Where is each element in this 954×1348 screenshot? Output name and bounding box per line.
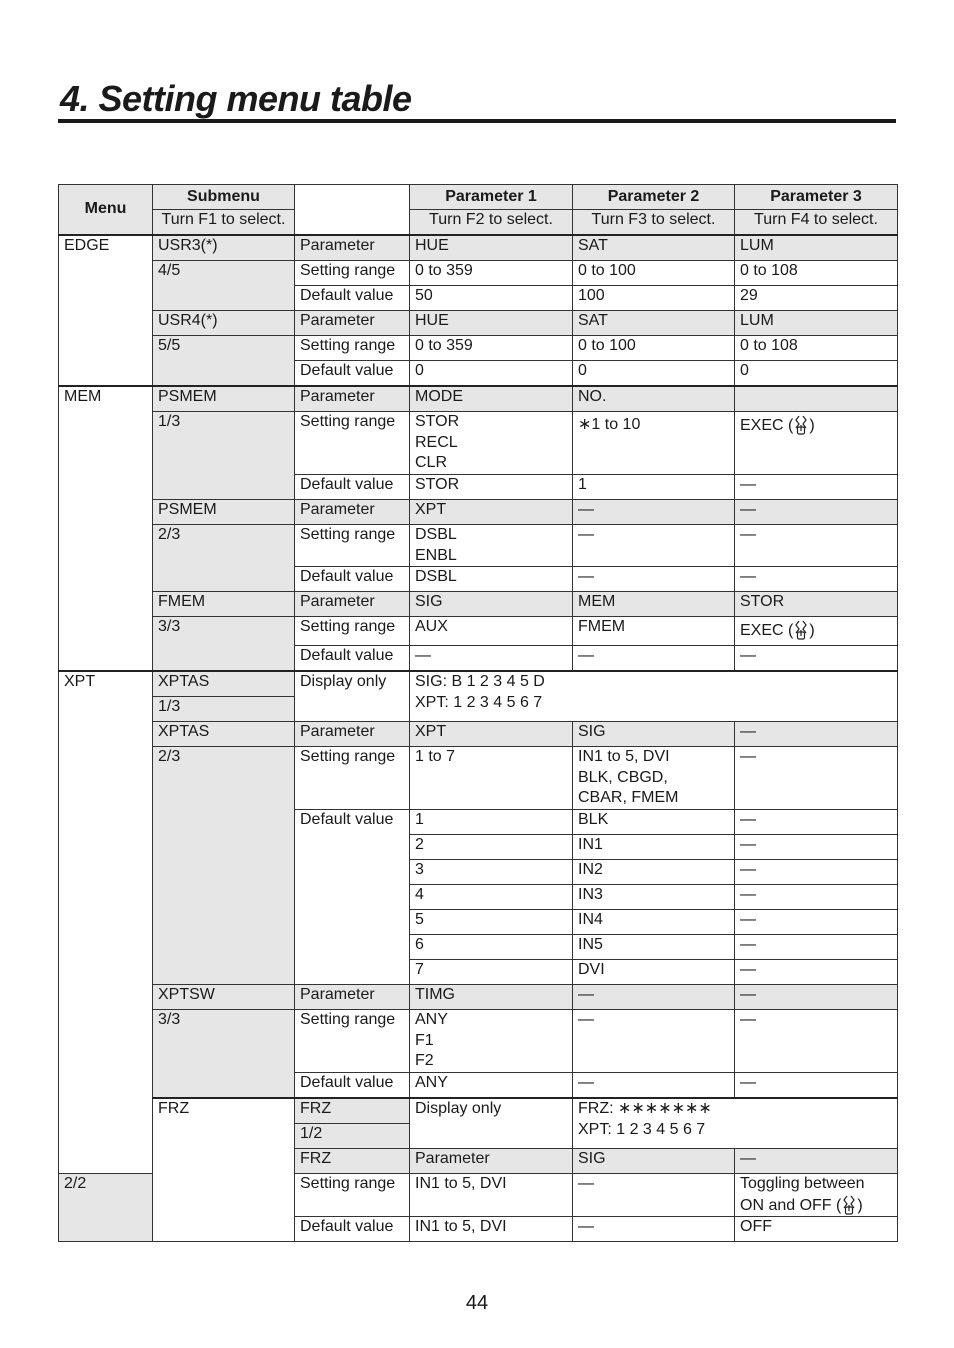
value-cell: IN1 bbox=[573, 835, 735, 860]
value-cell: — bbox=[735, 1010, 898, 1073]
value-cell: IN1 to 5, DVI bbox=[410, 1217, 573, 1242]
value-cell: STOR RECL CLR bbox=[410, 412, 573, 475]
header-param3: Parameter 3 bbox=[735, 185, 898, 210]
value-cell: — bbox=[735, 935, 898, 960]
value-cell: 0 to 100 bbox=[573, 336, 735, 361]
value-cell: STOR bbox=[410, 475, 573, 500]
value-cell: 6 bbox=[410, 935, 573, 960]
submenu-name: XPTSW bbox=[153, 985, 295, 1010]
row-label: Setting range bbox=[295, 747, 410, 810]
value-cell: DSBL bbox=[410, 567, 573, 592]
value-cell: — bbox=[735, 525, 898, 567]
value-cell: — bbox=[735, 885, 898, 910]
value-cell: IN1 to 5, DVI BLK, CBGD, CBAR, FMEM bbox=[573, 747, 735, 810]
submenu-name: FRZ bbox=[295, 1149, 410, 1174]
value-cell: 3 bbox=[410, 860, 573, 885]
value-cell: 0 to 359 bbox=[410, 261, 573, 286]
row-label: Parameter bbox=[295, 985, 410, 1010]
param-cell: — bbox=[573, 985, 735, 1010]
param-cell: LUM bbox=[735, 311, 898, 336]
value-cell: — bbox=[573, 525, 735, 567]
value-cell: ANY bbox=[410, 1073, 573, 1099]
value-cell: 2 bbox=[410, 835, 573, 860]
param-cell: SIG bbox=[410, 592, 573, 617]
param-cell: TIMG bbox=[410, 985, 573, 1010]
param-cell-empty bbox=[735, 386, 898, 412]
header-hint-row bbox=[59, 210, 898, 236]
param-cell: HUE bbox=[410, 235, 573, 261]
value-cell: — bbox=[735, 835, 898, 860]
value-cell: 100 bbox=[573, 286, 735, 311]
value-cell: DVI bbox=[573, 960, 735, 985]
table-row bbox=[59, 722, 898, 747]
menu-frz: FRZ bbox=[153, 1098, 295, 1242]
submenu-name: XPTAS bbox=[153, 722, 295, 747]
table-row bbox=[59, 386, 898, 412]
menu-xpt: XPT bbox=[59, 671, 153, 1174]
submenu-name: XPTAS bbox=[153, 671, 295, 697]
submenu-page: 3/3 bbox=[153, 1010, 295, 1099]
value-cell: 29 bbox=[735, 286, 898, 311]
header-menu: Menu bbox=[59, 185, 153, 236]
header-submenu: Submenu bbox=[153, 185, 295, 210]
value-cell: 0 to 359 bbox=[410, 336, 573, 361]
value-cell: — bbox=[735, 960, 898, 985]
row-label: Setting range bbox=[295, 1174, 410, 1217]
value-cell: — bbox=[573, 1010, 735, 1073]
value-cell: IN5 bbox=[573, 935, 735, 960]
row-label: Default value bbox=[295, 475, 410, 500]
param-cell: — bbox=[735, 1149, 898, 1174]
table-row bbox=[59, 311, 898, 336]
table-row bbox=[59, 336, 898, 361]
value-cell: — bbox=[410, 646, 573, 672]
submenu-page: 5/5 bbox=[153, 336, 295, 387]
value-cell: ∗1 to 10 bbox=[573, 412, 735, 475]
value-cell: OFF bbox=[735, 1217, 898, 1242]
param-cell: SIG bbox=[573, 722, 735, 747]
value-cell: — bbox=[573, 567, 735, 592]
table-row bbox=[59, 525, 898, 567]
value-cell: IN1 to 5, DVI bbox=[410, 1174, 573, 1217]
row-label: Setting range bbox=[295, 525, 410, 567]
menu-edge: EDGE bbox=[59, 235, 153, 386]
param-cell: SIG bbox=[573, 1149, 735, 1174]
table-row bbox=[59, 412, 898, 475]
value-cell: 7 bbox=[410, 960, 573, 985]
setting-menu-table bbox=[58, 184, 898, 1242]
header-param2: Parameter 2 bbox=[573, 185, 735, 210]
value-cell: — bbox=[735, 567, 898, 592]
value-cell: — bbox=[735, 646, 898, 672]
value-cell: IN4 bbox=[573, 910, 735, 935]
value-cell: 1 bbox=[410, 810, 573, 835]
submenu-name: USR4(*) bbox=[153, 311, 295, 336]
param2-hint: Turn F3 to select. bbox=[573, 210, 735, 236]
param-cell: HUE bbox=[410, 311, 573, 336]
value-cell: — bbox=[735, 860, 898, 885]
table-row bbox=[59, 261, 898, 286]
submenu-page: 3/3 bbox=[153, 617, 295, 672]
row-label: Parameter bbox=[410, 1149, 573, 1174]
value-cell: — bbox=[735, 810, 898, 835]
row-label: Display only bbox=[410, 1098, 573, 1149]
value-cell: 0 bbox=[410, 361, 573, 387]
param-cell: NO. bbox=[573, 386, 735, 412]
table-row bbox=[59, 1098, 898, 1124]
value-cell: IN2 bbox=[573, 860, 735, 885]
row-label: Default value bbox=[295, 810, 410, 985]
param-cell: — bbox=[735, 722, 898, 747]
param-cell: STOR bbox=[735, 592, 898, 617]
row-label: Parameter bbox=[295, 592, 410, 617]
value-cell: — bbox=[573, 646, 735, 672]
rotary-knob-icon bbox=[793, 620, 809, 640]
submenu-name: FRZ bbox=[295, 1098, 410, 1124]
table-row bbox=[59, 671, 898, 697]
page-title: 4. Setting menu table bbox=[60, 78, 412, 119]
table-row bbox=[59, 500, 898, 525]
value-cell: — bbox=[573, 1073, 735, 1099]
header-param1: Parameter 1 bbox=[410, 185, 573, 210]
table-row bbox=[59, 617, 898, 646]
value-cell: ANY F1 F2 bbox=[410, 1010, 573, 1073]
value-cell: AUX bbox=[410, 617, 573, 646]
row-label: Setting range bbox=[295, 617, 410, 646]
param3-hint: Turn F4 to select. bbox=[735, 210, 898, 236]
submenu-name: PSMEM bbox=[153, 386, 295, 412]
value-cell: — bbox=[735, 910, 898, 935]
header-row bbox=[59, 185, 898, 210]
row-label: Setting range bbox=[295, 412, 410, 475]
value-cell: — bbox=[735, 1073, 898, 1099]
row-label: Setting range bbox=[295, 1010, 410, 1073]
value-cell: BLK bbox=[573, 810, 735, 835]
value-cell: 4 bbox=[410, 885, 573, 910]
row-label: Setting range bbox=[295, 336, 410, 361]
value-cell: IN3 bbox=[573, 885, 735, 910]
param-cell: MEM bbox=[573, 592, 735, 617]
row-label: Parameter bbox=[295, 722, 410, 747]
submenu-page: 2/3 bbox=[153, 747, 295, 985]
submenu-name: FMEM bbox=[153, 592, 295, 617]
page-number: 44 bbox=[465, 1292, 489, 1314]
value-cell: — bbox=[573, 1217, 735, 1242]
param-cell: SAT bbox=[573, 235, 735, 261]
value-cell: 5 bbox=[410, 910, 573, 935]
row-label: Default value bbox=[295, 567, 410, 592]
submenu-page: 2/3 bbox=[153, 525, 295, 592]
exec-cell: EXEC ( ) bbox=[735, 412, 898, 475]
value-cell: FMEM bbox=[573, 617, 735, 646]
param-cell: XPT bbox=[410, 500, 573, 525]
submenu-page: 1/2 bbox=[295, 1124, 410, 1149]
value-cell: — bbox=[573, 1174, 735, 1217]
row-label: Default value bbox=[295, 1073, 410, 1099]
row-label: Setting range bbox=[295, 261, 410, 286]
value-cell: 0 to 100 bbox=[573, 261, 735, 286]
value-cell: 0 bbox=[573, 361, 735, 387]
value-cell: — bbox=[735, 747, 898, 810]
menu-mem: MEM bbox=[59, 386, 153, 671]
param-cell: MODE bbox=[410, 386, 573, 412]
row-label: Parameter bbox=[295, 500, 410, 525]
param-cell: LUM bbox=[735, 235, 898, 261]
param-cell: — bbox=[573, 500, 735, 525]
row-label: Default value bbox=[295, 1217, 410, 1242]
row-label: Parameter bbox=[295, 311, 410, 336]
value-cell: 1 bbox=[573, 475, 735, 500]
value-cell: 0 to 108 bbox=[735, 261, 898, 286]
rotary-knob-icon bbox=[793, 415, 809, 435]
value-cell: 50 bbox=[410, 286, 573, 311]
table-row bbox=[59, 235, 898, 261]
row-label: Display only bbox=[295, 671, 410, 722]
table-row bbox=[59, 985, 898, 1010]
param1-hint: Turn F2 to select. bbox=[410, 210, 573, 236]
table-row bbox=[59, 1010, 898, 1073]
exec-cell: EXEC ( ) bbox=[735, 617, 898, 646]
param-cell: SAT bbox=[573, 311, 735, 336]
title-rule bbox=[58, 119, 896, 123]
display-only-value: SIG: B 1 2 3 4 5 D XPT: 1 2 3 4 5 6 7 bbox=[410, 671, 898, 722]
row-label: Default value bbox=[295, 286, 410, 311]
value-cell: 0 to 108 bbox=[735, 336, 898, 361]
table-row bbox=[59, 592, 898, 617]
row-label: Default value bbox=[295, 361, 410, 387]
value-cell: 0 bbox=[735, 361, 898, 387]
value-cell: DSBL ENBL bbox=[410, 525, 573, 567]
rotary-knob-icon bbox=[841, 1195, 857, 1215]
submenu-page: 1/3 bbox=[153, 697, 295, 722]
header-blank bbox=[295, 185, 410, 236]
toggle-cell: Toggling between ON and OFF ( ) bbox=[735, 1174, 898, 1217]
param-cell: XPT bbox=[410, 722, 573, 747]
param-cell: — bbox=[735, 985, 898, 1010]
value-cell: 1 to 7 bbox=[410, 747, 573, 810]
table-row bbox=[59, 747, 898, 810]
param-cell: — bbox=[735, 500, 898, 525]
submenu-page: 4/5 bbox=[153, 261, 295, 311]
submenu-page: 1/3 bbox=[153, 412, 295, 500]
row-label: Default value bbox=[295, 646, 410, 672]
submenu-name: USR3(*) bbox=[153, 235, 295, 261]
row-label: Parameter bbox=[295, 386, 410, 412]
row-label: Parameter bbox=[295, 235, 410, 261]
submenu-hint: Turn F1 to select. bbox=[153, 210, 295, 236]
value-cell: — bbox=[735, 475, 898, 500]
submenu-page: 2/2 bbox=[59, 1174, 153, 1242]
display-only-value: FRZ: ∗∗∗∗∗∗∗ XPT: 1 2 3 4 5 6 7 bbox=[573, 1098, 898, 1149]
submenu-name: PSMEM bbox=[153, 500, 295, 525]
